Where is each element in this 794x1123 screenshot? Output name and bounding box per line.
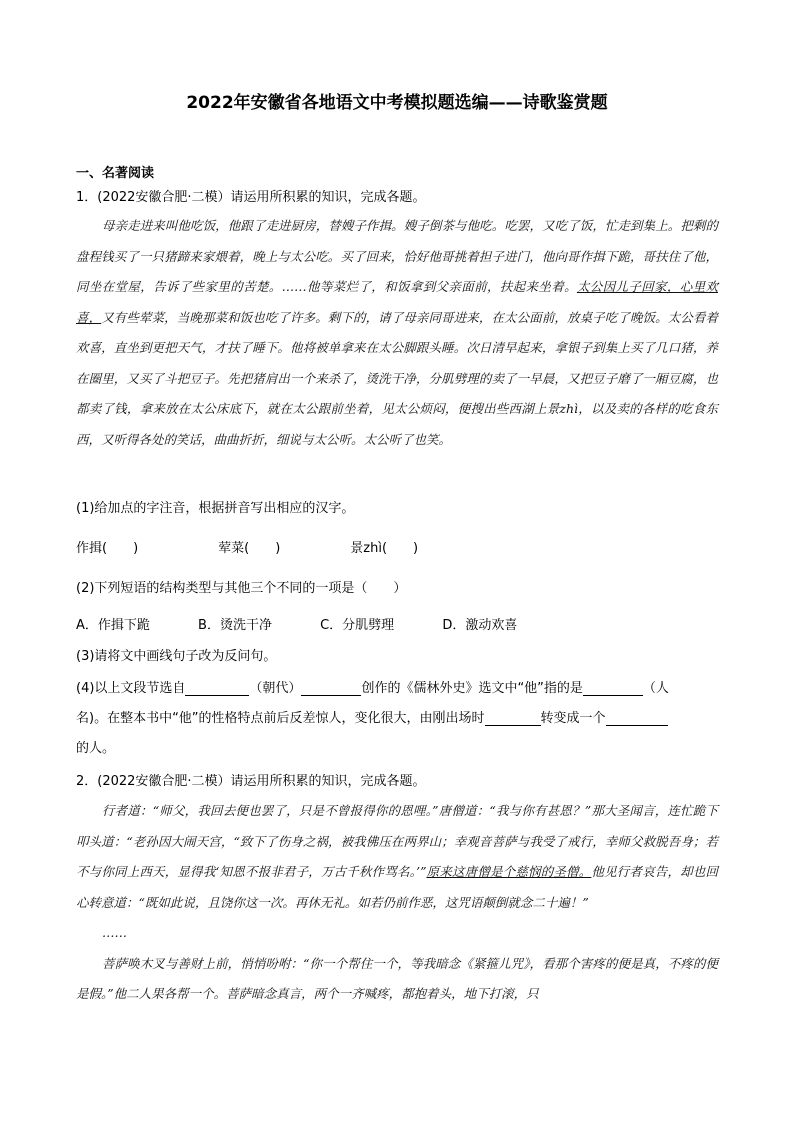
answer-blank[interactable] [583, 681, 643, 696]
passage-text: 母亲走进来叫他吃饭，他跟了走进厨房，替嫂子作揖。嫂子倒茶与他吃。吃罢，又吃了饭，忙走到集上。把剩的盘程钱买了一只猪蹄来家煨着，晚上与太公吃。买了回来，恰好他哥挑着担子进门，他向哥作揖下跪，哥扶住了他，同坐在堂屋，告诉了些家里的苦楚。……他等菜烂了，和饭拿到父亲面前，扶起来坐着。 [76, 218, 718, 294]
item-huncai: 荤菜( ) [218, 541, 281, 556]
underlined-sentence: 原来这唐僧是个慈悯的圣僧。 [426, 864, 592, 879]
ellipsis: …… [102, 925, 127, 940]
sub4-text: (4)以上文段节选自 [76, 681, 186, 696]
section-heading: 一、名著阅读 [76, 166, 155, 181]
sub4-text: 创作的《儒林外史》选文中“他”指的是 [361, 681, 583, 696]
subquestion-3: (3)请将文中画线句子改为反问句。 [76, 649, 277, 664]
passage-text: 他见行者哀告，却也回心转意道：“既如此说，且饶你这一次。再休无礼。如若仍前作恶，这咒语颠倒就念二十遍！” [76, 864, 718, 910]
question-1-stem: 1．(2022安徽合肥·二模）请运用所积累的知识，完成各题。 [76, 190, 426, 205]
subquestion-1-items [76, 537, 418, 556]
answer-blank[interactable] [301, 681, 361, 696]
question-1-passage [76, 211, 718, 455]
sub4-text: （朝代） [249, 681, 302, 696]
passage-text: 菩萨唤木叉与善财上前，悄悄吩咐：“你一个帮住一个，等我暗念《紧箍儿咒》，看那个害疼的便是真，不疼的便是假。”他二人果各帮一个。菩萨暗念真言，两个一齐喊疼，都抱着头，地下打滚，只 [76, 955, 718, 1001]
option-c[interactable]: C．分肌劈理 [320, 618, 395, 633]
sub4-text: （人 [642, 681, 669, 696]
passage-text: 行者道：“师父，我回去便也罢了，只是不曾报得你的恩哩。”唐僧道：“我与你有甚恩？”那大圣闻言，连忙跪下叩头道：“老孙因大闹天宫，“致下了伤身之祸，被我佛压在两界山；幸观音菩萨与我受了戒行，幸师父救脱吾身；若不与你同上西天，显得我‘知恩不报非君子，万古千秋作骂名。’” [76, 803, 718, 879]
passage-text: 又有些荤菜，当晚那菜和饭也吃了许多。剩下的，请了母亲同哥进来，在太公面前，放桌子吃了晚饭。太公看着欢喜，直坐到更把天气，才扶了睡下。他将被单拿来在太公脚跟头睡。次日清早起来，拿银子到集上买了几口猪，养在圈里，又买了斗把豆子。先把猪肩出一个来杀了，烫洗干净，分肌劈理的卖了一早晨，又把豆子磨了一厢豆腐，也都卖了钱，拿来放在太公床底下，就在太公跟前坐着，见太公烦闷，便搜出些西湖上景zhì，以及卖的各样的吃食东西，又听得各处的笑话，曲曲折折，细说与太公听。太公听了也笑。 [76, 309, 718, 447]
subquestion-4 [76, 677, 669, 696]
subquestion-4-line2 [76, 707, 668, 726]
subquestion-1: (1)给加点的字注音，根据拼音写出相应的汉字。 [76, 501, 355, 516]
underlined-sentence: 太公因儿子回家，心里欢喜， [76, 279, 718, 325]
answer-blank[interactable] [185, 681, 249, 696]
page-title: 2022年安徽省各地语文中考模拟题选编——诗歌鉴赏题 [186, 93, 608, 113]
item-jingzhi: 景zhì( ) [350, 541, 419, 556]
sub4-text: 转变成一个 [540, 711, 606, 726]
answer-blank[interactable] [485, 711, 541, 726]
item-zuoyi: 作揖( ) [76, 541, 139, 556]
answer-blank[interactable] [606, 711, 668, 726]
question-2-stem: 2．(2022安徽合肥·二模）请运用所积累的知识，完成各题。 [76, 774, 426, 789]
option-d[interactable]: D．激动欢喜 [442, 618, 518, 633]
subquestion-4-line3: 的人。 [76, 741, 116, 756]
question-2-passage [76, 796, 718, 1010]
options-row [76, 614, 561, 633]
option-a[interactable]: A．作揖下跪 [76, 618, 150, 633]
option-b[interactable]: B．烫洗干净 [198, 618, 272, 633]
subquestion-2: (2)下列短语的结构类型与其他三个不同的一项是（ ） [76, 581, 407, 596]
sub4-text: 名)。在整本书中“他”的性格特点前后反差惊人，变化很大，由刚出场时 [76, 711, 485, 726]
